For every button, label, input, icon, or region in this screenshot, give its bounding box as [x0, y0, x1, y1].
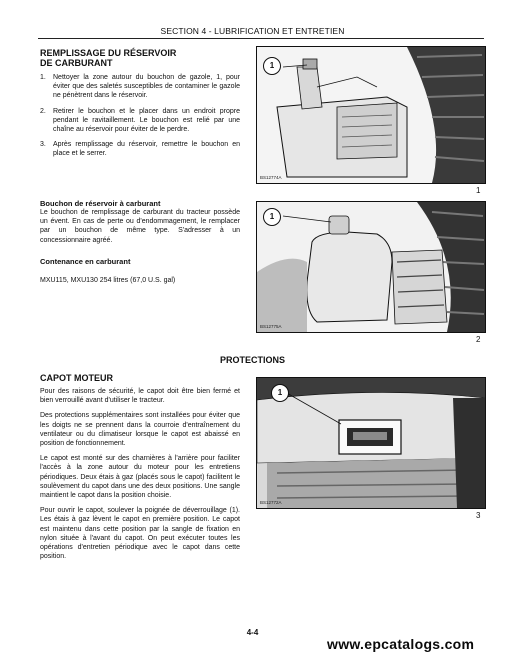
paragraph: Pour des raisons de sécurité, le capot doit être bien fermé et bien verrouillé avant d'utiliser le tracteur.: [40, 388, 240, 405]
fuel-fill-title-line2: DE CARBURANT: [40, 58, 113, 68]
fuel-capacity-section: [40, 257, 250, 285]
fuel-cap-text: Le bouchon de remplissage de carburant du tracteur possède un évent. En cas de perte ou d'endommagement, le remplacer par un bouchon de même type. S'adresser à un concessionnaire agréé.: [40, 209, 240, 244]
header-rule: [38, 38, 484, 39]
list-item-number: 3.: [40, 141, 46, 149]
list-item-number: 1.: [40, 74, 46, 81]
callout-marker: 1: [263, 57, 281, 75]
list-item-text: Après remplissage du réservoir, remettre le bouchon en place et le serrer.: [53, 141, 240, 158]
callout-marker: 1: [271, 384, 289, 402]
figure-number: 3: [476, 511, 481, 520]
callout-marker: 1: [263, 208, 281, 226]
list-item: [40, 140, 240, 158]
section-header: SECTION 4 - LUBRIFICATION ET ENTRETIEN: [160, 26, 345, 36]
paragraph: Pour ouvrir le capot, soulever la poignée de déverrouillage (1). Les étais à gaz lèvent le capot en première position. Le capot est maintenu dans cette position par la sangle de fixation en nylon située à l'avant du capot. On peut exécuter toutes les opérations d'entretien périodique avec le capot dans cette position.: [40, 507, 240, 561]
figure-reference: BS12775A: [260, 324, 282, 329]
figure-number: 1: [476, 186, 481, 195]
engine-hood-section: [40, 373, 240, 561]
fuel-fill-title-line1: REMPLISSAGE DU RÉSERVOIR: [40, 48, 177, 58]
figure-3: [256, 377, 486, 509]
fuel-cap-section: [40, 199, 240, 245]
fuel-cap-title: Bouchon de réservoir à carburant: [40, 199, 161, 208]
list-item-text: Retirer le bouchon et le placer dans un endroit propre pendant le ravitaillement. Le bouchon est relié par une chaîne au réservoir pour éviter de le perdre.: [53, 107, 240, 134]
fuel-capacity-title: Contenance en carburant: [40, 257, 131, 266]
page-number: 4-4: [246, 628, 259, 637]
protections-heading-wrap: [0, 355, 505, 365]
fuel-cap-illustration: [257, 202, 485, 332]
paragraph: Des protections supplémentaires sont installées pour éviter que les doigts ne se prennent dans la courroie d'entraînement du ventilateur ou du climatiseur lorsque le capot est abaissé en position de fonctionnement.: [40, 412, 240, 448]
website-watermark[interactable]: www.epcatalogs.com: [327, 636, 475, 652]
list-item: [40, 73, 240, 101]
paragraph: Le capot est monté sur des charnières à l'arrière pour faciliter l'accès à la zone autour du moteur pour les entretiens périodiques. Deux étais à gaz (placés sous le capot) facilitent le soulèvement du capot dans une des deux positions. Une sangle maintient le capot dans la position choisie.: [40, 455, 240, 500]
figure-reference: BS12772A: [260, 500, 282, 505]
protections-heading: PROTECTIONS: [219, 355, 285, 365]
fuel-fill-section: [40, 48, 240, 159]
list-item: [40, 107, 240, 135]
engine-hood-title: CAPOT MOTEUR: [40, 373, 113, 383]
fuel-tank-illustration: [257, 47, 485, 183]
figure-1: [256, 46, 486, 184]
fuel-capacity-text: MXU115, MXU130 254 litres (67,0 U.S. gal): [40, 277, 176, 284]
list-item-text: Nettoyer la zone autour du bouchon de gazole, 1, pour éviter que des saletés susceptibles de contaminer le gazole ne pénètrent dans le réservoir.: [53, 74, 240, 100]
figure-number: 2: [476, 335, 481, 344]
figure-reference: BS12774A: [260, 175, 282, 180]
figure-2: [256, 201, 486, 333]
list-item-number: 2.: [40, 107, 46, 115]
hood-latch-illustration: [257, 378, 485, 508]
